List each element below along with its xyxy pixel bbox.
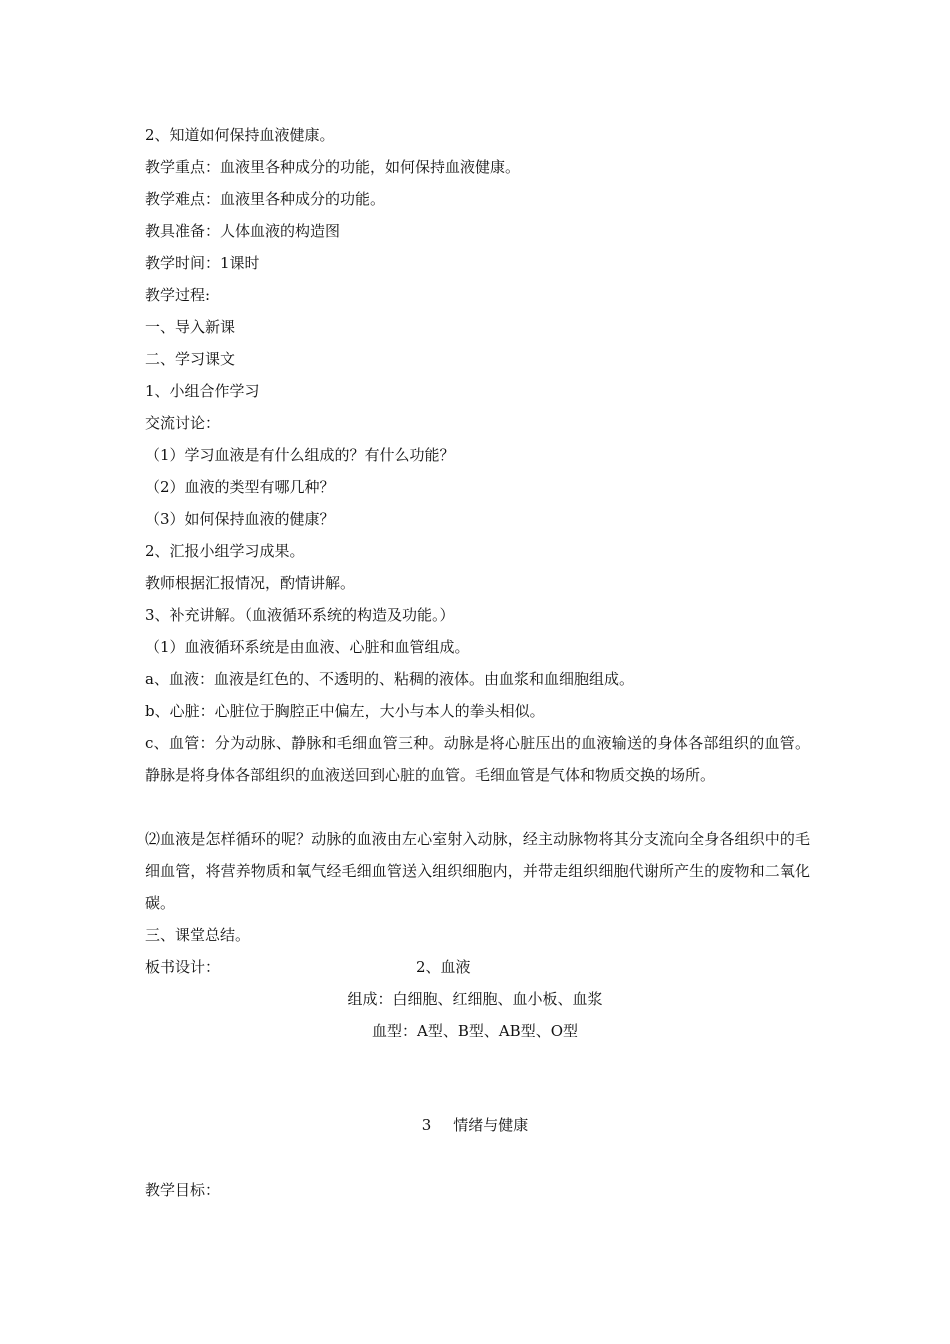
- supplement-step: 3、补充讲解。（血液循环系统的构造及功能。）: [145, 606, 455, 624]
- section-summary: 三、课堂总结。: [145, 926, 251, 944]
- section-learn: 二、学习课文: [145, 350, 236, 368]
- discussion-item-1: （1）学习血液是有什么组成的？有什么功能？: [145, 446, 455, 464]
- circulation-system: （1）血液循环系统是由血液、心脏和血管组成。: [145, 638, 470, 656]
- discussion-heading: 交流讨论：: [145, 414, 221, 432]
- circulation-paragraph: ⑵血液是怎样循环的呢？动脉的血液由左心室射入动脉，经主动脉物将其分支流向全身各组织中的毛细血管，将营养物质和氧气经毛细血管送入组织细胞内，并带走组织细胞代谢所产生的废物和二氧化碳。: [145, 830, 810, 912]
- item-vessels-paragraph: c、血管：分为动脉、静脉和毛细血管三种。动脉是将心脏压出的血液输送的身体各部组织的血管。静脉是将身体各部组织的血液送回到心脏的血管。毛细血管是气体和物质交换的场所。: [145, 734, 810, 784]
- board-blood-types: 血型：A型、B型、AB型、O型: [371, 1022, 578, 1040]
- objective-line-2: 2、知道如何保持血液健康。: [145, 126, 335, 144]
- teacher-explain: 教师根据汇报情况，酌情讲解。: [145, 574, 356, 592]
- group-study: 1、小组合作学习: [145, 382, 260, 400]
- teaching-aids: 教具准备：人体血液的构造图: [145, 222, 341, 240]
- discussion-item-2: （2）血液的类型有哪几种？: [145, 478, 335, 496]
- item-heart: b、心脏：心脏位于胸腔正中偏左，大小与本人的拳头相似。: [145, 702, 545, 720]
- board-composition: 组成：白细胞、红细胞、血小板、血浆: [347, 990, 603, 1008]
- lesson-number: 3: [421, 1116, 432, 1134]
- next-lesson-title: [0, 1115, 950, 1135]
- board-design-row: [145, 957, 471, 977]
- teaching-process-heading: 教学过程:: [145, 286, 211, 304]
- report-step: 2、汇报小组学习成果。: [145, 542, 305, 560]
- teaching-difficulty: 教学难点：血液里各种成分的功能。: [145, 190, 386, 208]
- board-design-label: 板书设计：: [145, 958, 221, 976]
- objectives-heading: 教学目标：: [145, 1181, 221, 1199]
- item-blood: a、血液：血液是红色的、不透明的、粘稠的液体。由血浆和血细胞组成。: [145, 670, 634, 688]
- discussion-item-3: （3）如何保持血液的健康？: [145, 510, 335, 528]
- teaching-time: 教学时间：1课时: [145, 254, 260, 272]
- section-intro: 一、导入新课: [145, 318, 236, 336]
- lesson-title: 情绪与健康: [453, 1116, 529, 1134]
- teaching-focus: 教学重点：血液里各种成分的功能，如何保持血液健康。: [145, 158, 521, 176]
- board-title: 2、血液: [416, 958, 471, 976]
